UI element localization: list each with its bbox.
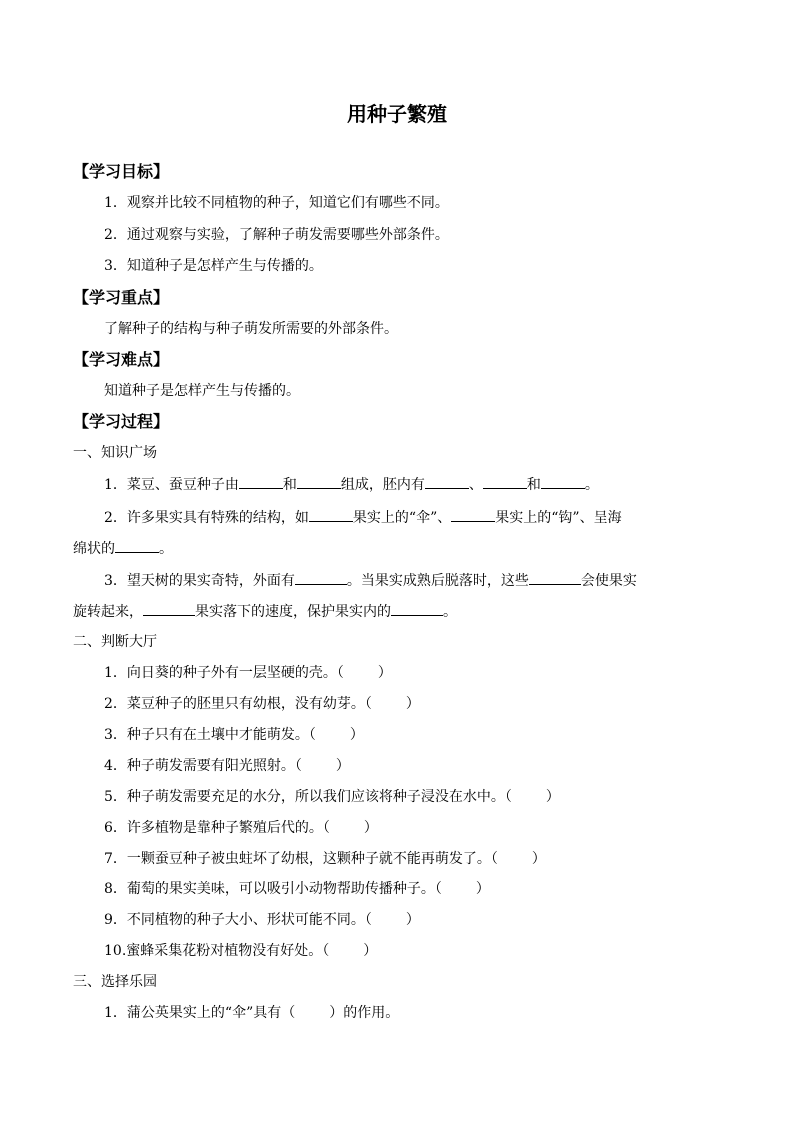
difficulties-heading: 【学习难点】: [73, 350, 170, 369]
close-paren: ）: [475, 881, 490, 897]
close-paren: ）: [349, 727, 364, 743]
judge-text: 2．菜豆种子的胚里只有幼根，没有幼芽。（: [104, 696, 372, 712]
answer-blank[interactable]: [451, 507, 495, 522]
judge-text: 3．种子只有在土壤中才能萌发。（: [104, 727, 316, 743]
question-text: 和: [526, 477, 541, 493]
difficulties-text: 知道种子是怎样产生与传播的。: [104, 383, 300, 399]
close-paren: ）: [363, 820, 378, 836]
close-paren: ）: [363, 943, 378, 959]
answer-blank[interactable]: [391, 601, 443, 616]
judge-text: 1．向日葵的种子外有一层坚硬的壳。（: [104, 665, 344, 681]
question-text: 组成，胚内有: [340, 477, 425, 493]
answer-blank[interactable]: [309, 507, 353, 522]
close-paren: ）: [335, 758, 350, 774]
judge-text: 6．许多植物是靠种子繁殖后代的。（: [104, 820, 330, 836]
question-text: 和: [282, 477, 297, 493]
judge-item: [104, 849, 546, 869]
part3-heading: 三、选择乐园: [73, 974, 157, 990]
close-paren: ）: [545, 789, 560, 805]
question-text: 2．许多果实具有特殊的结构，如: [104, 510, 309, 526]
question-text: 旋转起来，: [73, 604, 143, 620]
goal-item: 1．观察并比较不同植物的种子，知道它们有哪些不同。: [104, 195, 449, 211]
part2-heading: 二、判断大厅: [73, 634, 157, 650]
fill-question-2-cont: [73, 538, 173, 559]
question-text: ）的作用。: [329, 1005, 400, 1021]
judge-text: 7．一颗蚕豆种子被虫蛀坏了幼根，这颗种子就不能再萌发了。（: [104, 851, 498, 867]
question-text: 果实上的“钩”、呈海: [495, 510, 622, 526]
answer-blank[interactable]: [115, 538, 159, 553]
fill-question-2: [104, 507, 622, 528]
close-paren: ）: [405, 912, 420, 928]
question-text: 。: [584, 477, 599, 493]
close-paren: ）: [377, 665, 392, 681]
question-text: 。: [159, 541, 173, 557]
answer-blank[interactable]: [297, 474, 341, 489]
judge-text: 4．种子萌发需要有阳光照射。（: [104, 758, 302, 774]
key-points-text: 了解种子的结构与种子萌发所需要的外部条件。: [104, 321, 398, 337]
judge-item: [104, 663, 392, 683]
answer-blank[interactable]: [143, 601, 195, 616]
answer-blank[interactable]: [425, 474, 469, 489]
judge-item: [104, 787, 560, 807]
key-points-heading: 【学习重点】: [73, 288, 170, 307]
judge-text: 5．种子萌发需要充足的水分，所以我们应该将种子浸没在水中。（: [104, 789, 512, 805]
answer-blank[interactable]: [541, 474, 585, 489]
question-text: 1．蒲公英果实上的“伞”具有（: [104, 1005, 296, 1021]
fill-question-1: [104, 474, 599, 495]
judge-item: [104, 756, 350, 776]
judge-item: [104, 879, 490, 899]
judge-item: [104, 725, 364, 745]
question-text: 、: [468, 477, 483, 493]
question-text: 1．菜豆、蚕豆种子由: [104, 477, 239, 493]
goal-item: 3．知道种子是怎样产生与传播的。: [104, 258, 323, 274]
judge-item: [104, 910, 420, 930]
goals-heading: 【学习目标】: [73, 162, 170, 181]
process-heading: 【学习过程】: [73, 412, 170, 431]
answer-blank[interactable]: [529, 570, 581, 585]
question-text: 会使果实: [580, 573, 637, 589]
question-text: 果实上的“伞”、: [352, 510, 452, 526]
close-paren: ）: [531, 851, 546, 867]
judge-item: [104, 818, 378, 838]
judge-item: [104, 941, 377, 961]
answer-blank[interactable]: [483, 474, 527, 489]
fill-question-3: [104, 570, 637, 591]
part1-heading: 一、知识广场: [73, 445, 157, 461]
answer-blank[interactable]: [239, 474, 283, 489]
choice-question-1: [104, 1003, 399, 1023]
judge-text: 8．葡萄的果实美味，可以吸引小动物帮助传播种子。（: [104, 881, 442, 897]
judge-text: 10.蜜蜂采集花粉对植物没有好处。（: [104, 943, 330, 959]
question-text: 3．望天树的果实奇特，外面有: [104, 573, 295, 589]
fill-question-3-cont: [73, 601, 457, 622]
answer-blank[interactable]: [295, 570, 347, 585]
judge-item: [104, 694, 420, 714]
question-text: 绵状的: [73, 541, 115, 557]
judge-text: 9．不同植物的种子大小、形状可能不同。（: [104, 912, 372, 928]
goal-item: 2．通过观察与实验，了解种子萌发需要哪些外部条件。: [104, 227, 449, 243]
question-text: 。当果实成熟后脱落时，这些: [346, 573, 529, 589]
page-title: 用种子繁殖: [347, 102, 447, 126]
question-text: 。: [443, 604, 457, 620]
question-text: 果实落下的速度，保护果实内的: [195, 604, 391, 620]
close-paren: ）: [405, 696, 420, 712]
